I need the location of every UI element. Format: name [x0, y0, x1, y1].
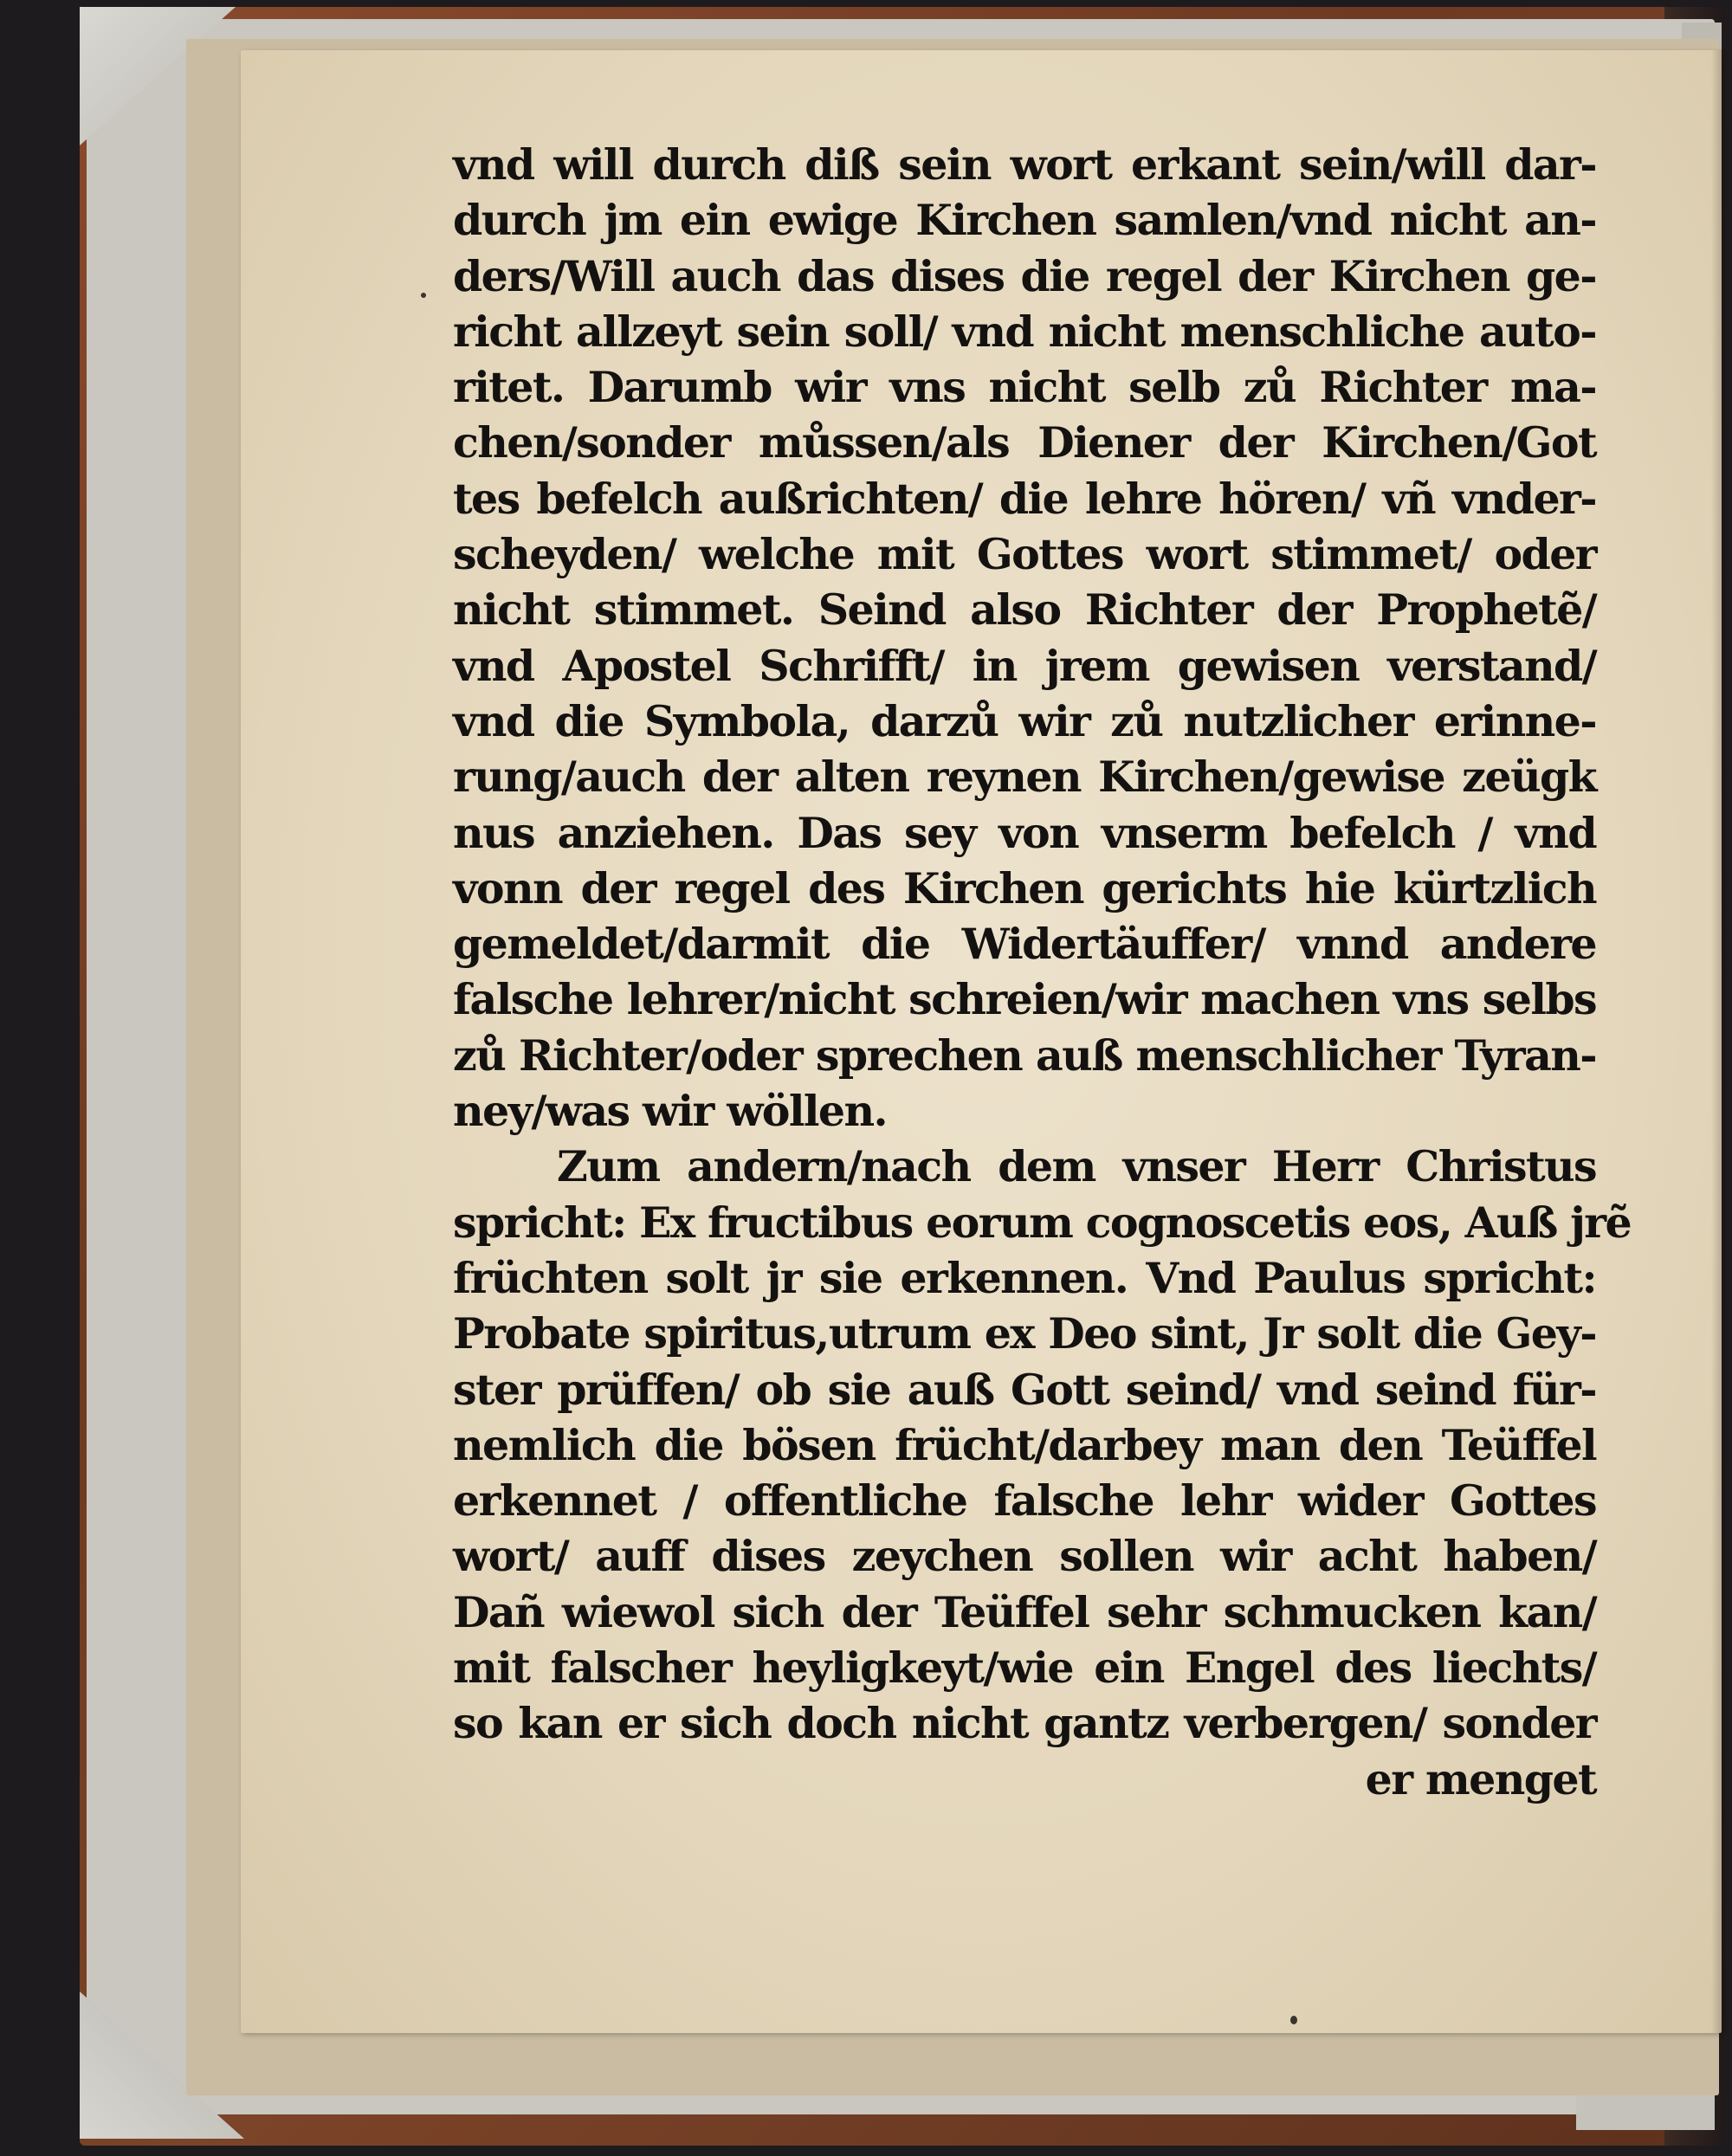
text-line: Zum andern/nach dem vnser Herr Christus: [557, 1141, 1596, 1192]
text-line: so kan er sich doch nicht gantz verbergen/ sonder: [453, 1698, 1596, 1749]
text-line: ders/Will auch das dises die regel der Kirchen ge-: [453, 250, 1596, 301]
text-line: Dañ wiewol sich der Teüffel sehr schmucken kan/: [453, 1586, 1596, 1637]
text-line: früchten solt jr sie erkennen. Vnd Paulus spricht:: [453, 1252, 1596, 1303]
text-line: chen/sonder můssen/als Diener der Kirchen/Got: [453, 417, 1596, 468]
text-line: ney/was wir wöllen.: [453, 1086, 887, 1137]
text-line: richt allzeyt sein soll/ vnd nicht menschliche auto-: [453, 306, 1596, 357]
text-line: spricht: Ex fructibus eorum cognoscetis eos, Auß jrẽ: [453, 1197, 1632, 1248]
text-page: [241, 50, 1722, 2033]
text-line: tes befelch außrichten/ die lehre hören/ vñ vnder-: [453, 473, 1596, 524]
text-line: ster prüffen/ ob sie auß Gott seind/ vnd seind für-: [453, 1364, 1596, 1415]
text-line: Probate spiritus,utrum ex Deo sint, Jr solt die Gey-: [453, 1308, 1596, 1359]
text-line: vnd die Symbola, darzů wir zů nutzlicher erinne-: [453, 695, 1596, 746]
ink-speck: [1290, 2016, 1297, 2024]
ink-speck: [421, 293, 426, 298]
text-line: scheyden/ welche mit Gottes wort stimmet/ oder: [453, 529, 1596, 580]
text-line: nemlich die bösen frücht/darbey man den Teüffel: [453, 1419, 1596, 1470]
text-line: rung/auch der alten reynen Kirchen/gewise zeügk: [453, 752, 1596, 803]
text-line: zů Richter/oder sprechen auß menschlicher Tyran-: [453, 1030, 1596, 1081]
text-line: falsche lehrer/nicht schreien/wir machen vns selbs: [453, 974, 1596, 1025]
text-line: durch jm ein ewige Kirchen samlen/vnd nicht an-: [453, 195, 1596, 246]
body-text: [453, 137, 1632, 1807]
page-edge-shadow: [1711, 50, 1722, 2033]
text-line: wort/ auff dises zeychen sollen wir acht haben/: [453, 1531, 1596, 1582]
text-line: nicht stimmet. Seind also Richter der Prophetẽ/: [453, 584, 1596, 636]
text-line: vnd will durch diß sein wort erkant sein/will dar-: [453, 139, 1596, 190]
text-line: mit falscher heyligkeyt/wie ein Engel des liechts/: [453, 1643, 1596, 1694]
text-line: erkennet / offentliche falsche lehr wider Gottes: [453, 1475, 1596, 1527]
text-line: vnd Apostel Schrifft/ in jrem gewisen verstand/: [453, 640, 1596, 691]
catchword: er menget: [1365, 1753, 1596, 1804]
text-line: vonn der regel des Kirchen gerichts hie kürtzlich: [453, 862, 1596, 913]
text-line: nus anziehen. Das sey von vnserm befelch / vnd: [453, 807, 1596, 858]
text-line: ritet. Darumb wir vns nicht selb zů Richter ma-: [453, 362, 1596, 413]
text-line: gemeldet/darmit die Widertäuffer/ vnnd andere: [453, 919, 1596, 970]
